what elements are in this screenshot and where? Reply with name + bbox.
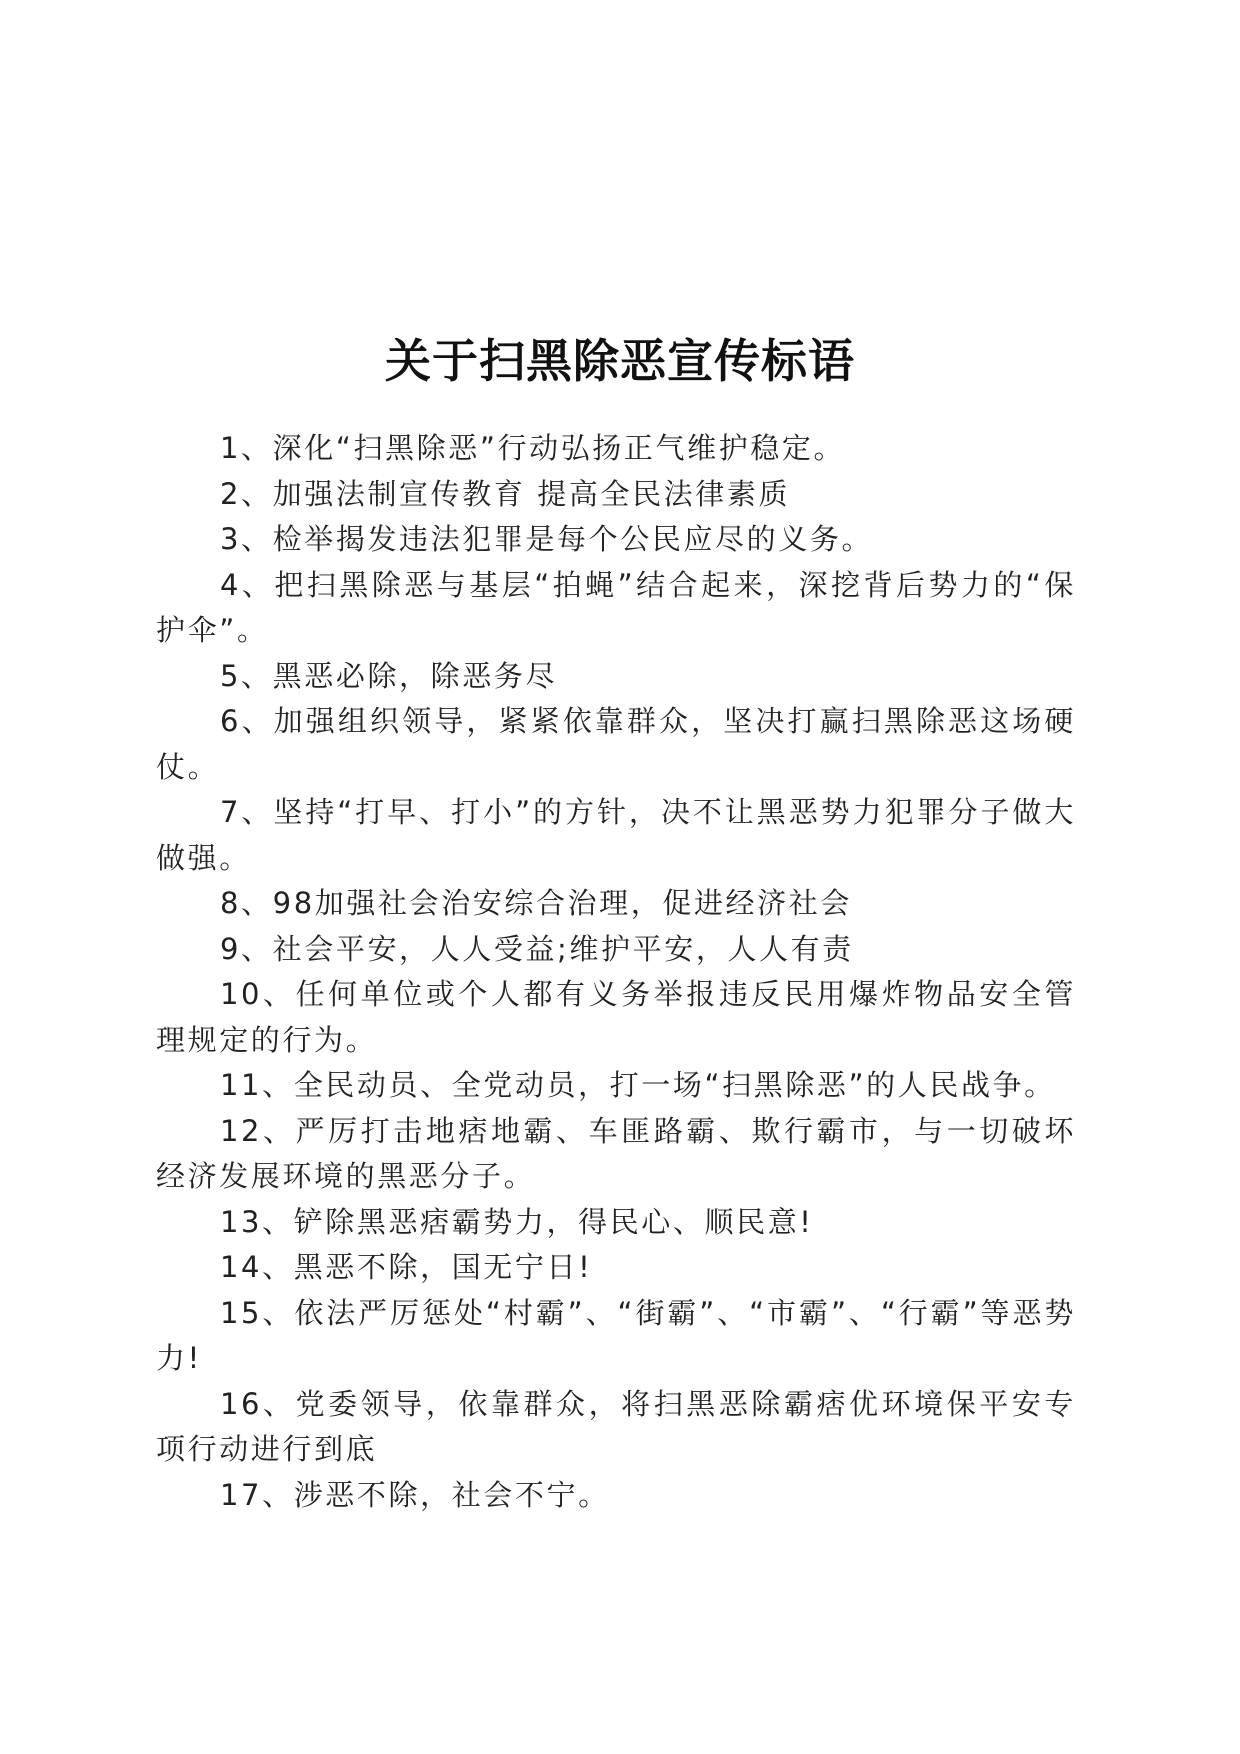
slogan-item-9: 9、社会平安，人人受益;维护平安，人人有责: [220, 931, 854, 966]
slogan-item-14: 14、黑恶不除，国无宁日!: [220, 1250, 593, 1284]
slogan-item-17: 17、涉恶不除，社会不宁。: [220, 1477, 610, 1512]
slogan-item-5: 5、黑恶必除，除恶务尽: [220, 658, 558, 693]
slogan-list: [156, 426, 1076, 1518]
slogan-item-3: 3、检举揭发违法犯罪是每个公民应尽的义务。: [220, 522, 874, 556]
page-title: 关于扫黑除恶宣传标语: [385, 333, 855, 388]
slogan-item-16: 16、党委领导，依靠群众，将扫黑恶除霸痞优环境保平安专项行动进行到底: [156, 1386, 1076, 1466]
slogan-item-13: 13、铲除黑恶痞霸势力，得民心、顺民意!: [220, 1204, 814, 1239]
slogan-item-6: 6、加强组织领导，紧紧依靠群众，坚决打赢扫黑除恶这场硬仗。: [156, 704, 1076, 784]
slogan-item-11: 11、全民动员、全党动员，打一场“扫黑除恶”的人民战争。: [220, 1068, 1056, 1102]
slogan-item-12: 12、严厉打击地痞地霸、车匪路霸、欺行霸市，与一切破坏经济发展环境的黑恶分子。: [156, 1113, 1076, 1193]
slogan-item-4: 4、把扫黑除恶与基层“拍蝇”结合起来，深挖背后势力的“保护伞”。: [156, 567, 1076, 647]
slogan-item-2: 2、加强法制宣传教育 提高全民法律素质: [220, 476, 791, 511]
slogan-item-7: 7、坚持“打早、打小”的方针，决不让黑恶势力犯罪分子做大做强。: [156, 795, 1076, 875]
slogan-item-1: 1、深化“扫黑除恶”行动弘扬正气维护稳定。: [220, 431, 846, 465]
slogan-item-15: 15、依法严厉惩处“村霸”、“街霸”、“市霸”、“行霸”等恶势力!: [156, 1295, 1076, 1375]
slogan-item-8: 8、98加强社会治安综合治理，促进经济社会: [220, 886, 852, 920]
slogan-item-10: 10、任何单位或个人都有义务举报违反民用爆炸物品安全管理规定的行为。: [156, 977, 1076, 1057]
